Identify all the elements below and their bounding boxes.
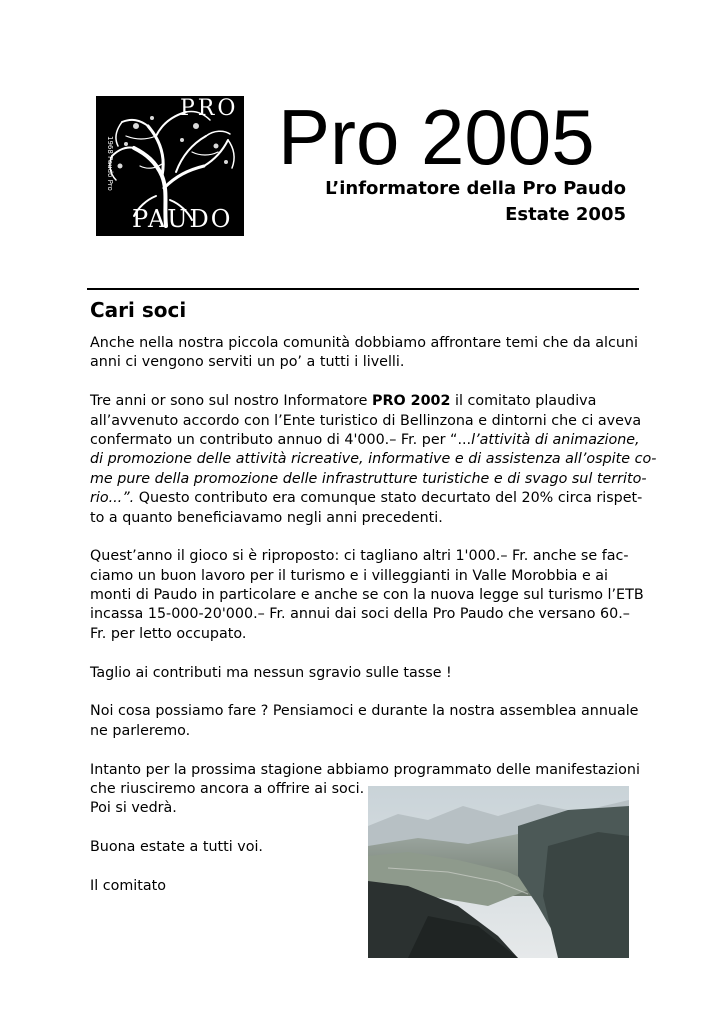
text-span: confermato un contributo annuo di 4'000.– Fr. per “... [90,431,472,448]
paragraph-6-line: Intanto per la prossima stagione abbiamo programmato delle manifestazioni [90,761,640,778]
mountain-landscape-image [368,786,629,958]
paragraph-1-line: Anche nella nostra piccola comunità dobbiamo affrontare temi che da alcuni [90,335,638,351]
italic-quote: l’attività di animazione, [471,431,640,448]
subtitle-line-1: L’informatore della Pro Paudo [325,178,626,199]
bold-text: PRO 2002 [372,393,451,410]
text-span: Questo contributo era comunque stato decurtato del 20% circa rispet- [134,490,643,507]
italic-quote: di promozione delle attività ricreative, informative e di assistenza all’ospite co- [90,451,657,468]
paragraph-7-line: Buona estate a tutti voi. [90,839,263,856]
paragraph-3-line: incassa 15-000-20'000.– Fr. annui dai soci della Pro Paudo che versano 60.– [90,606,630,623]
paragraph-4-line: Taglio ai contributi ma nessun sgravio sulle tasse ! [90,664,452,681]
paragraph-5-line: ne parleremo. [90,722,191,739]
logo-paudo-text: PAUDO [132,205,233,233]
paragraph-1-line: anni ci vengono serviti un po’ a tutti i livelli. [90,354,405,371]
paragraph-2-line [90,470,650,489]
paragraph-3-line: ciamo un buon lavoro per il turismo e i villeggianti in Valle Morobbia e ai [90,567,609,584]
header-divider [87,288,639,290]
paragraph-5-line: Noi cosa possiamo fare ? Pensiamoci e durante la nostra assemblea annuale [90,703,639,720]
text-span: il comitato plaudiva [450,393,597,410]
paragraph-2-line: all’avvenuto accordo con l’Ente turistico di Bellinzona e dintorni che ci aveva [90,412,642,429]
pro-paudo-logo [96,96,244,236]
text-span: Tre anni or sono sul nostro Informatore [90,393,373,410]
valley-landscape-photo [368,786,629,958]
subtitle-line-2: Estate 2005 [505,204,626,225]
subtitle [325,176,626,228]
paragraph-2-line [90,431,650,450]
paragraph-2-line [90,489,650,508]
italic-quote: rio...”. [90,490,135,507]
logo-vertical-text: 1968 Paudo Pro [106,136,114,191]
paragraph-6-line: che riusciremo ancora a offrire ai soci. [90,780,365,797]
italic-quote: me pure della promozione delle infrastrutture turistiche e di svago sul territo- [90,470,647,487]
article-heading: Cari soci [90,298,187,322]
paragraph-2-line [90,392,650,411]
page-title: Pro 2005 [278,93,595,181]
paragraph-2-line: to a quanto beneficiavamo negli anni precedenti. [90,509,443,526]
paragraph-6-line: Poi si vedrà. [90,800,177,817]
paragraph-3-line: Fr. per letto occupato. [90,625,247,642]
logo-pro-text: PRO [180,96,239,121]
paragraph-3-line: Quest’anno il gioco si è riproposto: ci tagliano altri 1'000.– Fr. anche se fac- [90,548,629,565]
paragraph-2-line [90,450,657,469]
signature: Il comitato [90,877,166,894]
paragraph-3-line: monti di Paudo in particolare e anche se con la nuova legge sul turismo l’ETB [90,587,644,604]
